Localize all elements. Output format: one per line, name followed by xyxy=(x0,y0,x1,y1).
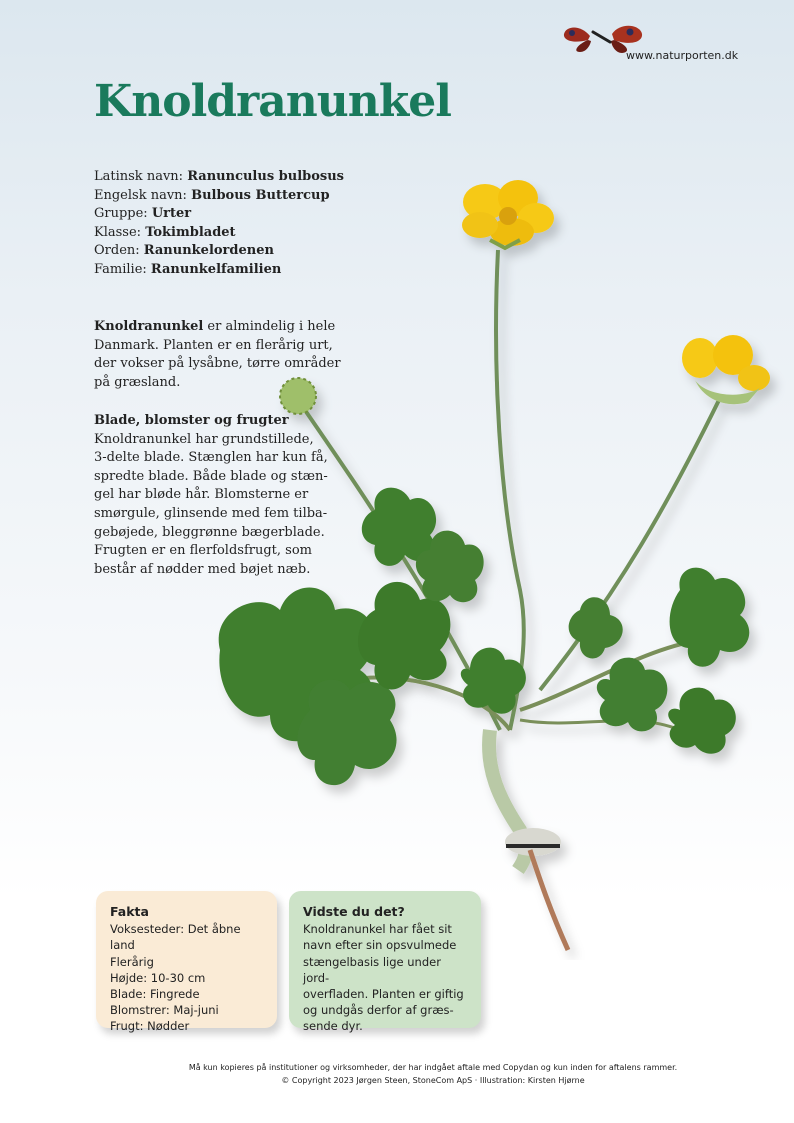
section-line: gel har bløde hår. Blomsterne er xyxy=(94,487,309,503)
did-you-know-line: sende dyr. xyxy=(303,1019,363,1034)
copy-notice: Må kun kopieres på institutioner og virksomheder, der har indgået aftale med Copydan og kun inden for aftalens rammer. xyxy=(188,1063,678,1072)
intro-paragraph: Knoldranunkel er almindelig i hele Danmark. Planten er en flerårig urt, der vokser på lysåbne, tørre områder på græsland. xyxy=(94,319,341,390)
facts-line: Frugt: Nødder xyxy=(110,1019,190,1034)
facts-title: Fakta xyxy=(110,904,149,919)
did-you-know-line: og undgås derfor af græs- xyxy=(303,1003,454,1018)
info-order: Orden: Ranunkelordenen xyxy=(94,243,274,259)
facts-line: Højde: 10-30 cm xyxy=(110,970,206,985)
section-line: Knoldranunkel har grundstillede, xyxy=(94,431,314,447)
did-you-know-box xyxy=(289,891,481,1034)
section-heading: Blade, blomster og frugter xyxy=(94,413,289,428)
section-line: gebøjede, bleggrønne bægerblade. xyxy=(94,524,325,540)
footer xyxy=(0,1061,794,1087)
facts-line: Blomstrer: Maj-juni xyxy=(110,1003,219,1018)
page-title: Knoldranunkel xyxy=(94,76,451,127)
facts-line: Flerårig xyxy=(110,954,154,969)
info-group: Gruppe: Urter xyxy=(94,206,192,222)
section-line: Frugten er en flerfoldsfrugt, som xyxy=(94,543,312,559)
info-english: Engelsk navn: Bulbous Buttercup xyxy=(94,187,330,203)
facts-line: Voksesteder: Det åbne land xyxy=(110,922,241,953)
section-line: består af nødder med bøjet næb. xyxy=(94,561,311,577)
did-you-know-line: Knoldranunkel har fået sit xyxy=(303,922,452,937)
did-you-know-line: overfladen. Planten er giftig xyxy=(303,987,464,1002)
facts-line: Blade: Fingrede xyxy=(110,987,200,1002)
info-family: Familie: Ranunkelfamilien xyxy=(94,261,282,277)
buttercup-plant-illustration xyxy=(200,170,794,960)
info-class: Klasse: Tokimbladet xyxy=(94,224,236,240)
section-line: 3-delte blade. Stænglen har kun få, xyxy=(94,450,328,466)
did-you-know-title: Vidste du det? xyxy=(303,904,405,919)
did-you-know-line: stængelbasis lige under jord- xyxy=(303,954,441,985)
info-latin: Latinsk navn: Ranunculus bulbosus xyxy=(94,169,344,184)
did-you-know-line: navn efter sin opsvulmede xyxy=(303,938,457,953)
copyright: © Copyright 2023 Jørgen Steen, StoneCom ApS · Illustration: Kirsten Hjørne xyxy=(281,1076,585,1085)
site-url[interactable]: www.naturporten.dk xyxy=(626,49,739,62)
section-line: spredte blade. Både blade og stæn- xyxy=(94,468,328,484)
section-line: smørgule, glinsende med fem tilba- xyxy=(94,505,328,521)
facts-box xyxy=(96,891,277,1034)
